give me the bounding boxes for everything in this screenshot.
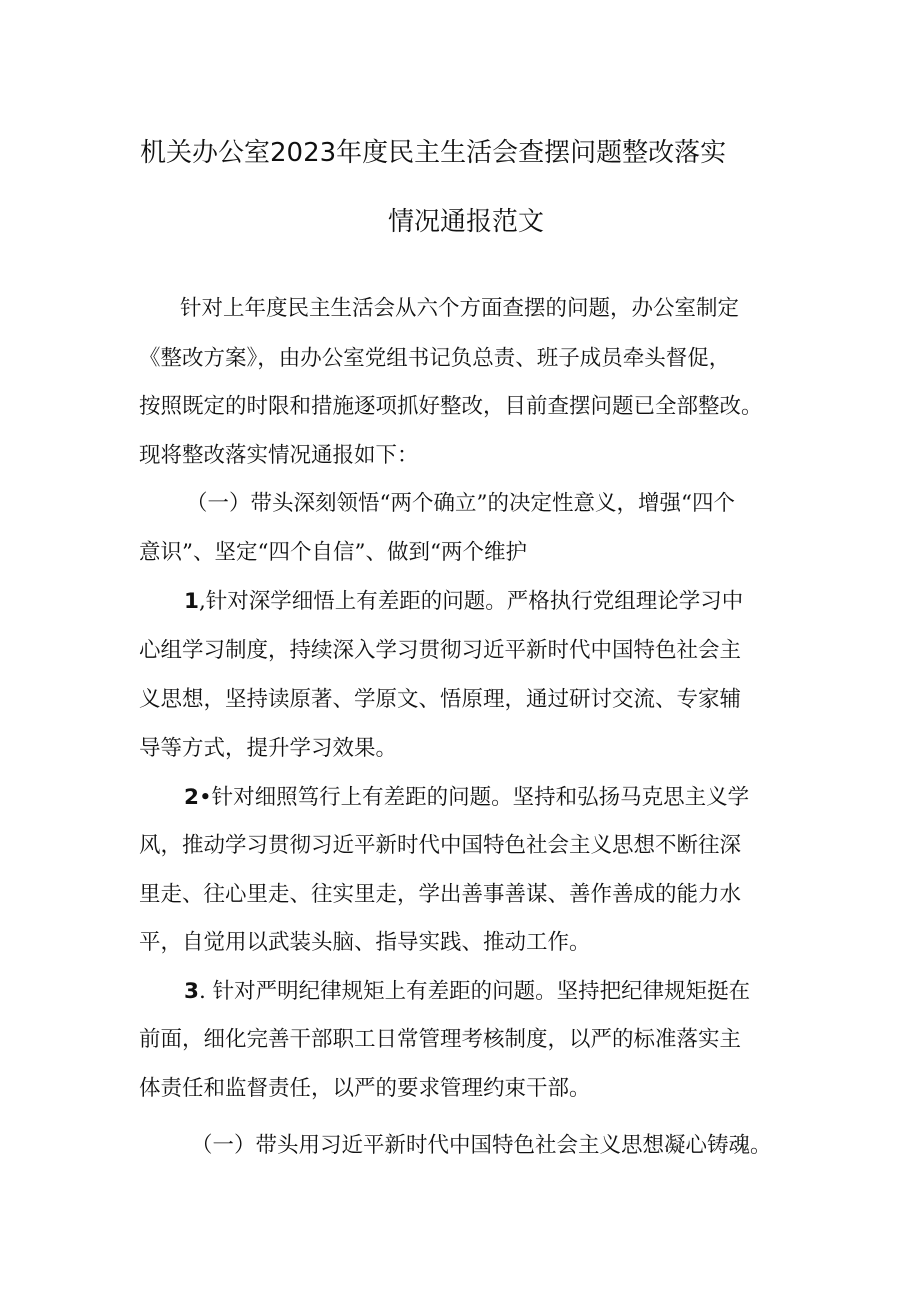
item-2-line-1	[184, 780, 749, 811]
document-title-line-1: 机关办公室2023年度民主生活会查摆问题整改落实	[140, 138, 727, 168]
intro-line-2: 《整改方案》，由办公室党组书记负总责、班子成员牵头督促，	[139, 346, 731, 371]
item-1-text: ,针对深学细悟上有差距的问题。严格执行党组理论学习中	[198, 589, 744, 614]
intro-line-4: 现将整改落实情况通报如下：	[139, 443, 419, 468]
item-3-line-1	[184, 974, 750, 1005]
item-1-line-4: 导等方式，提升学习效果。	[139, 736, 398, 761]
item-2-line-4: 平，自觉用以武装头脑、指导实践、推动工作。	[139, 930, 591, 955]
item-2-number: 2	[184, 785, 199, 810]
item-1-number: 1	[184, 589, 199, 614]
item-2-line-3: 里走、往心里走、往实里走，学出善事善谋、善作善成的能力水	[139, 882, 742, 907]
item-1-line-2: 心组学习制度，持续深入学习贯彻习近平新时代中国特色社会主	[139, 638, 742, 663]
intro-line-3: 按照既定的时限和措施逐项抓好整改，目前查摆问题已全部整改。	[139, 394, 763, 419]
item-3-line-2: 前面，细化完善干部职工日常管理考核制度，以严的标准落实主	[139, 1027, 742, 1052]
item-1-line-3: 义思想，坚持读原著、学原文、悟原理，通过研讨交流、专家辅	[139, 687, 742, 712]
item-3-text: . 针对严明纪律规矩上有差距的问题。坚持把纪律规矩挺在	[198, 979, 751, 1004]
item-2-line-2: 风，推动学习贯彻习近平新时代中国特色社会主义思想不断往深	[139, 833, 742, 858]
section-1-line-2: 意识”、坚定“四个自信”、做到“两个维护	[139, 540, 527, 565]
item-3-line-3: 体责任和监督责任，以严的要求管理约束干部。	[139, 1076, 591, 1101]
document-title-line-2: 情况通报范文	[388, 207, 545, 237]
item-3-number: 3	[184, 979, 199, 1004]
item-1-line-1	[184, 584, 743, 615]
item-2-text: •针对细照笃行上有差距的问题。坚持和弘扬马克思主义学	[198, 785, 750, 810]
section-2-line-1: （一）带头用习近平新时代中国特色社会主义思想凝心铸魂。	[191, 1133, 772, 1158]
section-1-line-1: （一）带头深刻领悟“两个确立”的决定性意义，增强“四个	[186, 491, 735, 516]
intro-line-1: 针对上年度民主生活会从六个方面查摆的问题，办公室制定	[180, 296, 740, 321]
